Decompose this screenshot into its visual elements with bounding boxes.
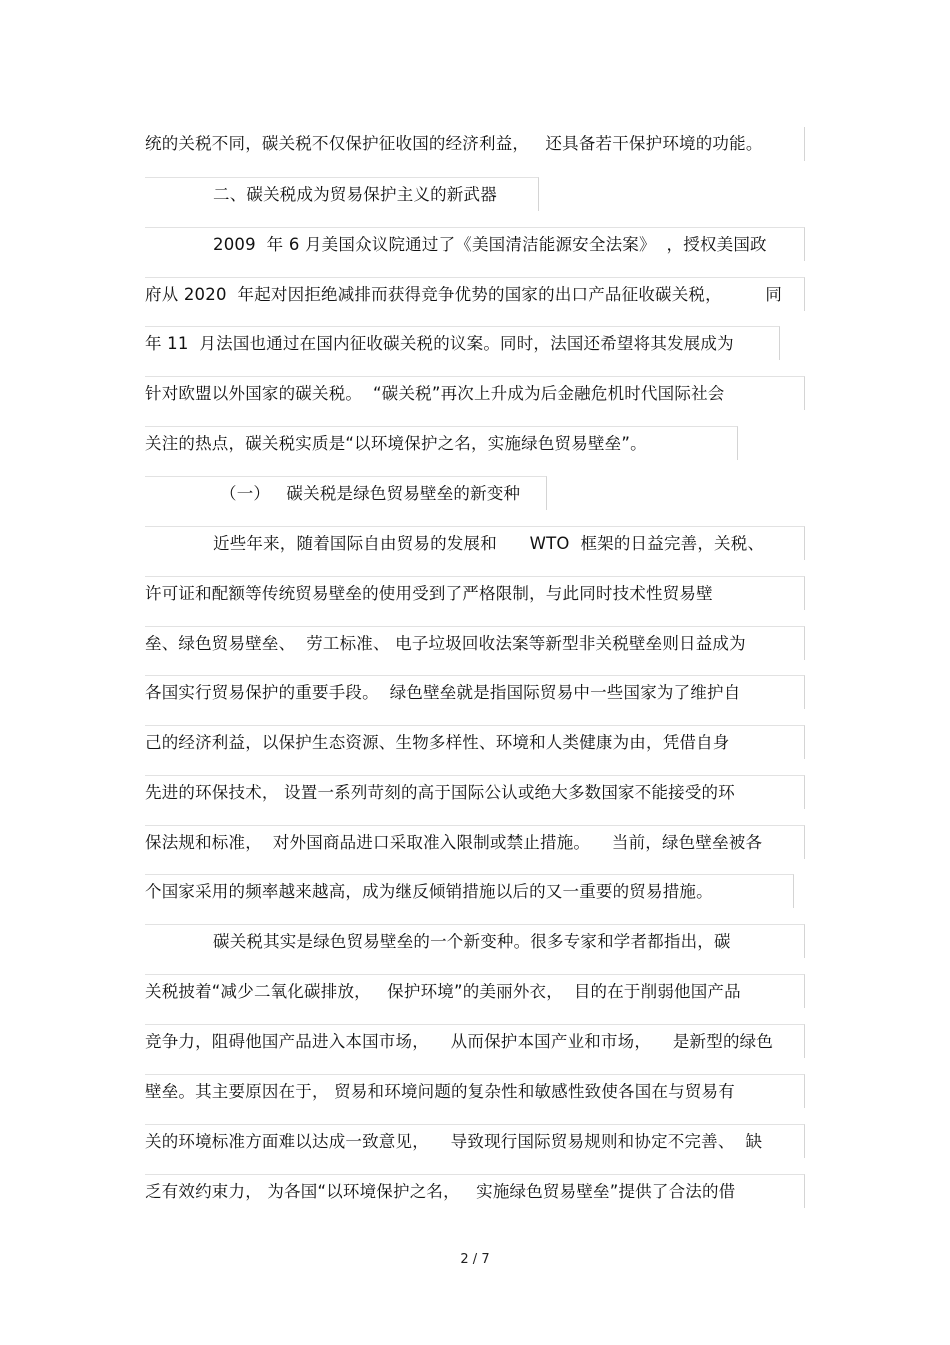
text-line: 乏有效约束力， 为各国“以环境保护之名， 实施绿色贸易壁垒”提供了合法的借 — [145, 1174, 805, 1208]
text-line: 个国家采用的频率越来越高，成为继反倾销措施以后的又一重要的贸易措施。 — [145, 874, 794, 908]
text-line: 针对欧盟以外国家的碳关税。 “碳关税”再次上升成为后金融危机时代国际社会 — [145, 376, 805, 410]
text-line: 各国实行贸易保护的重要手段。 绿色壁垒就是指国际贸易中一些国家为了维护自 — [145, 675, 805, 709]
text-line: 己的经济利益，以保护生态资源、生物多样性、环境和人类健康为由，凭借自身 — [145, 725, 805, 759]
text-line: 关的环境标准方面难以达成一致意见， 导致现行国际贸易规则和协定不完善、 缺 — [145, 1124, 805, 1158]
text-line: 竞争力，阻碍他国产品进入本国市场， 从而保护本国产业和市场， 是新型的绿色 — [145, 1024, 805, 1058]
page-number: 2 / 7 — [460, 1252, 490, 1267]
text-line: 先进的环保技术， 设置一系列苛刻的高于国际公认或绝大多数国家不能接受的环 — [145, 775, 805, 809]
text-line: 年 11 月法国也通过在国内征收碳关税的议案。同时，法国还希望将其发展成为 — [145, 326, 780, 360]
text-line: 壁垒。其主要原因在于， 贸易和环境问题的复杂性和敏感性致使各国在与贸易有 — [145, 1074, 805, 1108]
text-line: 垒、绿色贸易壁垒、 劳工标准、 电子垃圾回收法案等新型非关税壁垒则日益成为 — [145, 626, 805, 660]
text-line: 关税披着“减少二氧化碳排放， 保护环境”的美丽外衣， 目的在于削弱他国产品 — [145, 974, 805, 1008]
text-line: 碳关税其实是绿色贸易壁垒的一个新变种。很多专家和学者都指出，碳 — [145, 924, 805, 958]
text-line: 许可证和配额等传统贸易壁垒的使用受到了严格限制，与此同时技术性贸易壁 — [145, 576, 805, 610]
text-line: 保法规和标准， 对外国商品进口采取准入限制或禁止措施。 当前，绿色壁垒被各 — [145, 825, 805, 859]
text-line: 关注的热点，碳关税实质是“以环境保护之名，实施绿色贸易壁垒”。 — [145, 426, 738, 460]
text-line: 2009 年 6 月美国众议院通过了《美国清洁能源安全法案》 ，授权美国政 — [145, 227, 805, 261]
subsection-heading: （一） 碳关税是绿色贸易壁垒的新变种 — [145, 476, 547, 510]
section-heading: 二、碳关税成为贸易保护主义的新武器 — [145, 177, 539, 211]
text-line: 府从 2020 年起对因拒绝减排而获得竞争优势的国家的出口产品征收碳关税， 同 — [145, 277, 805, 311]
text-line: 统的关税不同，碳关税不仅保护征收国的经济利益， 还具备若干保护环境的功能。 — [145, 127, 805, 161]
text-line: 近些年来，随着国际自由贸易的发展和 WTO 框架的日益完善，关税、 — [145, 526, 805, 560]
